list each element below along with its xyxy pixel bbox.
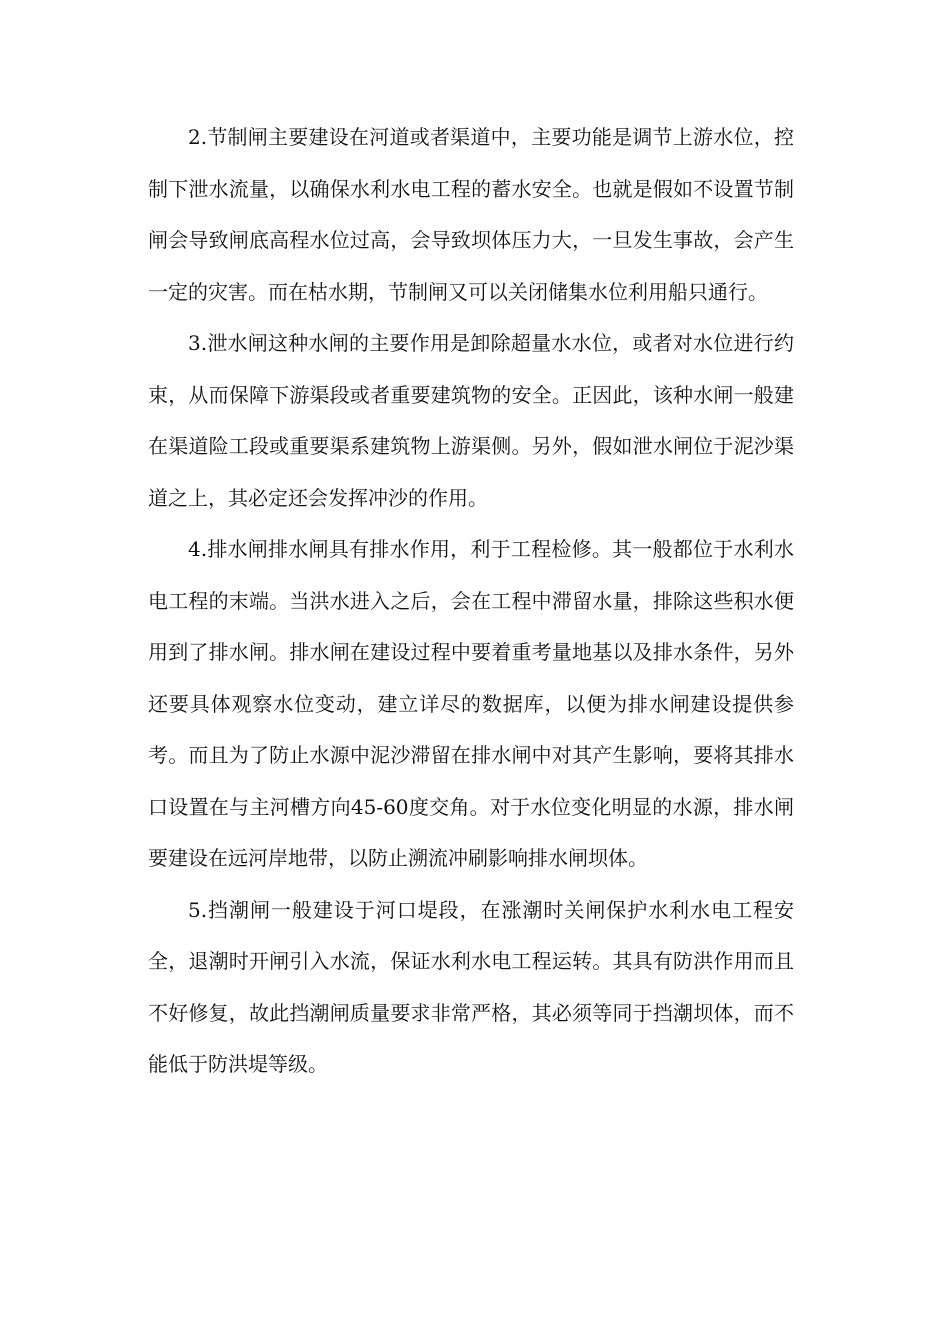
paragraph-sluice-discharge: 3.泄水闸这种水闸的主要作用是卸除超量水水位，或者对水位进行约束，从而保障下游渠段或者重要建筑物的安全。正因此，该种水闸一般建在渠道险工段或重要渠系建筑物上游渠侧。另外，假如泄水闸位于泥沙渠道之上，其必定还会发挥冲沙的作用。 <box>148 331 794 510</box>
document-body <box>148 112 794 1091</box>
paragraph-sluice-tide: 5.挡潮闸一般建设于河口堤段，在涨潮时关闸保护水利水电工程安全，退潮时开闸引入水流，保证水利水电工程运转。其具有防洪作用而且不好修复，故此挡潮闸质量要求非常严格，其必须等同于挡潮坝体，而不能低于防洪堤等级。 <box>148 897 794 1076</box>
paragraph-sluice-regulating: 2.节制闸主要建设在河道或者渠道中，主要功能是调节上游水位，控制下泄水流量，以确保水利水电工程的蓄水安全。也就是假如不设置节制闸会导致闸底高程水位过高，会导致坝体压力大，一旦发生事故，会产生一定的灾害。而在枯水期，节制闸又可以关闭储集水位利用船只通行。 <box>148 125 794 304</box>
paragraph-sluice-drainage: 4.排水闸排水闸具有排水作用，利于工程检修。其一般都位于水利水电工程的末端。当洪水进入之后，会在工程中滞留水量，排除这些积水便用到了排水闸。排水闸在建设过程中要着重考量地基以及排水条件，另外还要具体观察水位变动，建立详尽的数据库，以便为排水闸建设提供参考。而且为了防止水源中泥沙滞留在排水闸中对其产生影响，要将其排水口设置在与主河槽方向45-60度交角。对于水位变化明显的水源，排水闸要建设在远河岸地带，以防止溯流冲刷影响排水闸坝体。 <box>148 537 794 870</box>
